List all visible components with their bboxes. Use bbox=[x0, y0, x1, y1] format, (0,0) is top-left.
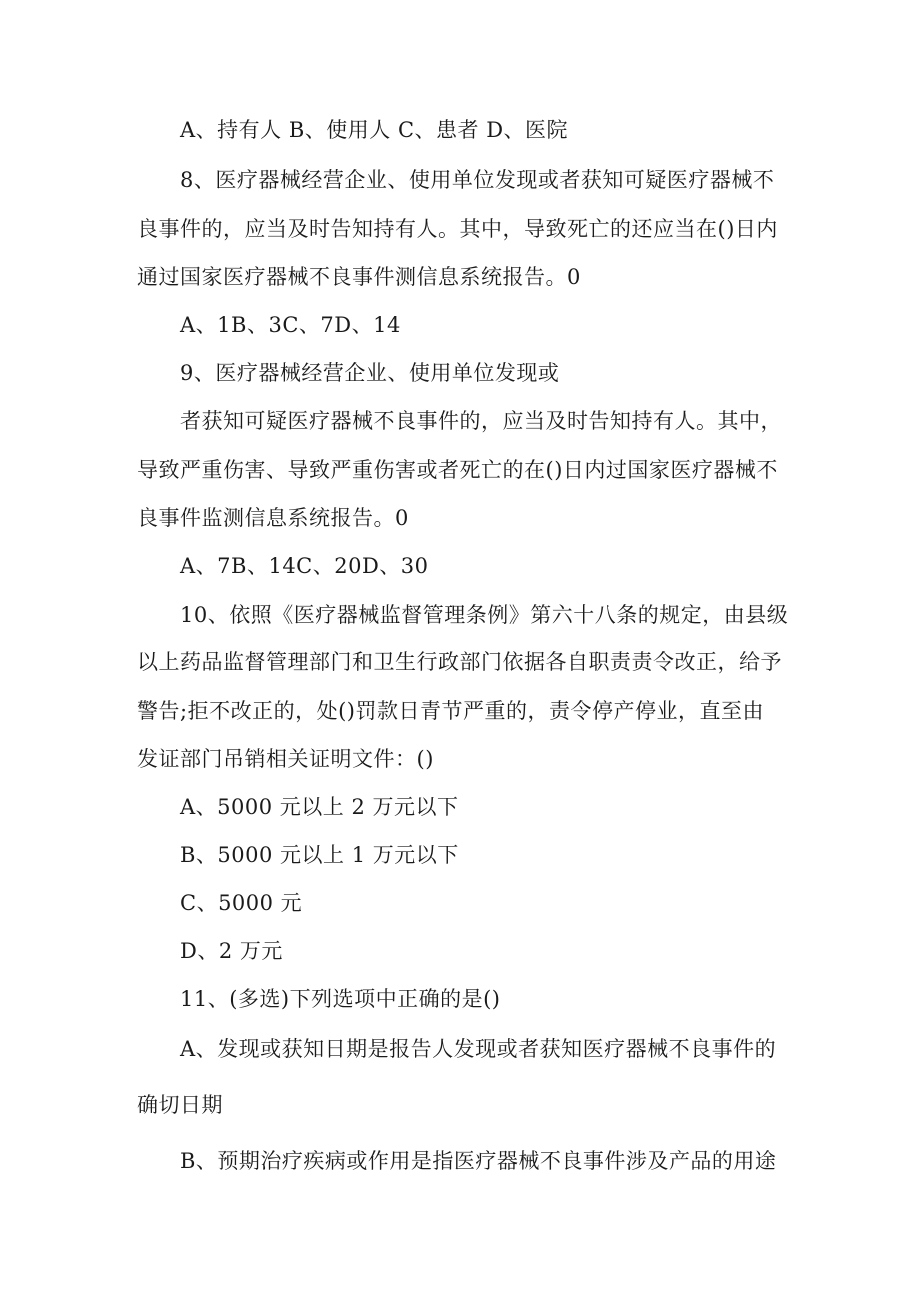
question-7-options: A、持有人 B、使用人 C、患者 D、医院 bbox=[180, 118, 569, 142]
question-11-text: 11、(多选)下列选项中正确的是() bbox=[180, 987, 501, 1011]
question-8-text-line-1: 8、医疗器械经营企业、使用单位发现或者获知可疑医疗器械不 bbox=[180, 168, 775, 192]
question-9-text-line-4: 良事件监测信息系统报告。0 bbox=[137, 506, 409, 530]
question-9-text-line-1: 9、医疗器械经营企业、使用单位发现或 bbox=[180, 361, 560, 385]
question-10-option-d: D、2 万元 bbox=[180, 939, 283, 963]
question-8-options: A、1B、3C、7D、14 bbox=[180, 313, 401, 337]
question-10-text-line-1: 10、依照《医疗器械监督管理条例》第六十八条的规定，由县级 bbox=[180, 603, 789, 627]
question-11-option-a-line-2: 确切日期 bbox=[137, 1093, 223, 1117]
question-11-option-b: B、预期治疗疾病或作用是指医疗器械不良事件涉及产品的用途 bbox=[180, 1149, 777, 1173]
question-10-option-b: B、5000 元以上 1 万元以下 bbox=[180, 843, 459, 867]
question-8-text-line-3: 通过国家医疗器械不良事件测信息系统报告。0 bbox=[137, 265, 581, 289]
question-9-text-line-3: 导致严重伤害、导致严重伤害或者死亡的在()日内过国家医疗器械不 bbox=[137, 458, 778, 482]
question-11-option-a-line-1: A、发现或获知日期是报告人发现或者获知医疗器械不良事件的 bbox=[180, 1037, 777, 1061]
question-10-option-c: C、5000 元 bbox=[180, 891, 303, 915]
question-10-text-line-4: 发证部门吊销相关证明文件：() bbox=[137, 747, 434, 771]
question-10-option-a: A、5000 元以上 2 万元以下 bbox=[180, 795, 459, 819]
question-9-options: A、7B、14C、20D、30 bbox=[180, 554, 429, 578]
question-8-text-line-2: 良事件的，应当及时告知持有人。其中，导致死亡的还应当在()日内 bbox=[137, 217, 778, 241]
question-10-text-line-2: 以上药品监督管理部门和卫生行政部门依据各自职责责令改正，给予 bbox=[137, 650, 782, 674]
question-10-text-line-3: 警告;拒不改正的，处()罚款日青节严重的，责令停产停业，直至由 bbox=[137, 699, 764, 723]
question-9-text-line-2: 者获知可疑医疗器械不良事件的，应当及时告知持有人。其中， bbox=[180, 409, 782, 433]
